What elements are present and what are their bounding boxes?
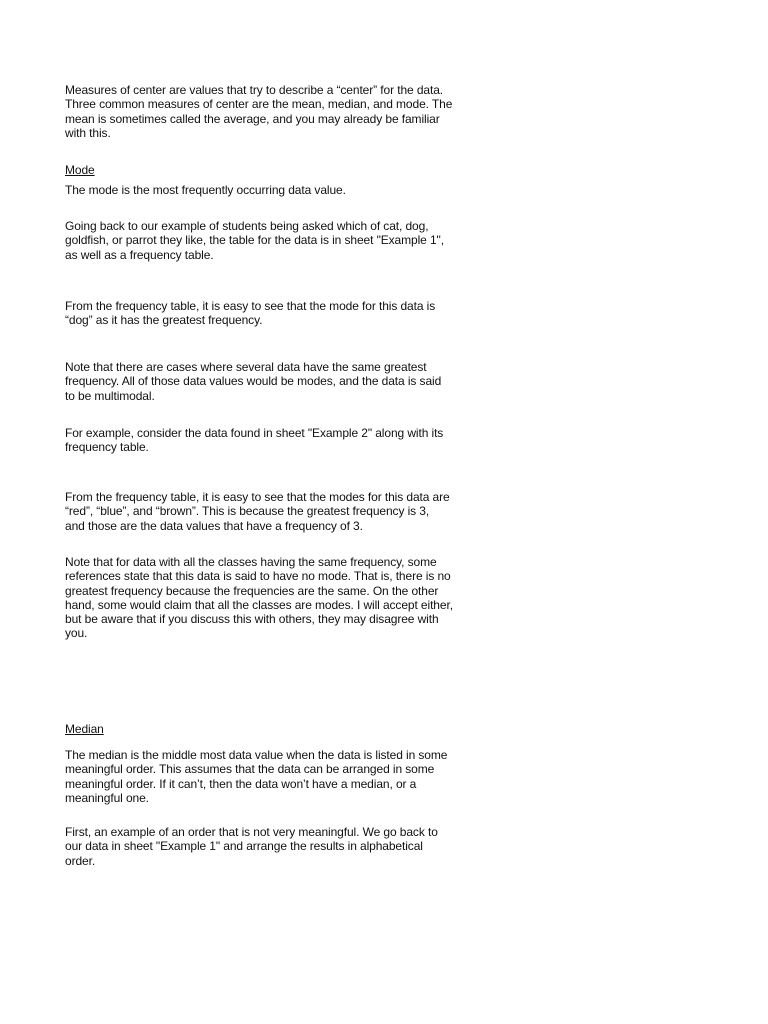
median-example-paragraph: First, an example of an order that is not very meaningful. We go back to our data in sheet "Example 1" and arrange the results in alphabetical order.: [65, 825, 438, 868]
mode-example2-result: From the frequency table, it is easy to see that the modes for this data are “red”, “blue”, and “brown”. This is because the greatest frequency is 3, and those are the data values that have a frequency of 3.: [65, 490, 450, 533]
mode-definition: The mode is the most frequently occurring data value.: [65, 183, 346, 197]
median-heading: Median: [65, 722, 104, 736]
multimodal-paragraph: Note that there are cases where several data have the same greatest frequency. All of those data values would be modes, and the data is said to be multimodal.: [65, 360, 442, 403]
mode-example1-paragraph: Going back to our example of students being asked which of cat, dog, goldfish, or parrot they like, the table for the data is in sheet "Example 1", as well as a frequency table.: [65, 219, 444, 262]
mode-example1-result: From the frequency table, it is easy to see that the mode for this data is “dog” as it has the greatest frequency.: [65, 299, 436, 328]
mode-example2-paragraph: For example, consider the data found in sheet "Example 2" along with its frequency table.: [65, 426, 444, 455]
intro-paragraph: Measures of center are values that try to describe a “center” for the data. Three common measures of center are the mean, median, and mode. The mean is sometimes called the average, and you may already be familiar with this.: [65, 83, 453, 140]
median-definition: The median is the middle most data value when the data is listed in some meaningful order. This assumes that the data can be arranged in some meaningful order. If it can’t, then the data won’t have a median, or a meaningful one.: [65, 748, 448, 805]
mode-heading: Mode: [65, 163, 95, 177]
no-mode-paragraph: Note that for data with all the classes having the same frequency, some references state that this data is said to have no mode. That is, there is no greatest frequency because the frequencies are the same. On the other hand, some would claim that all the classes are modes. I will accept either, but be aware that if you discuss this with others, they may disagree with you.: [65, 555, 453, 641]
